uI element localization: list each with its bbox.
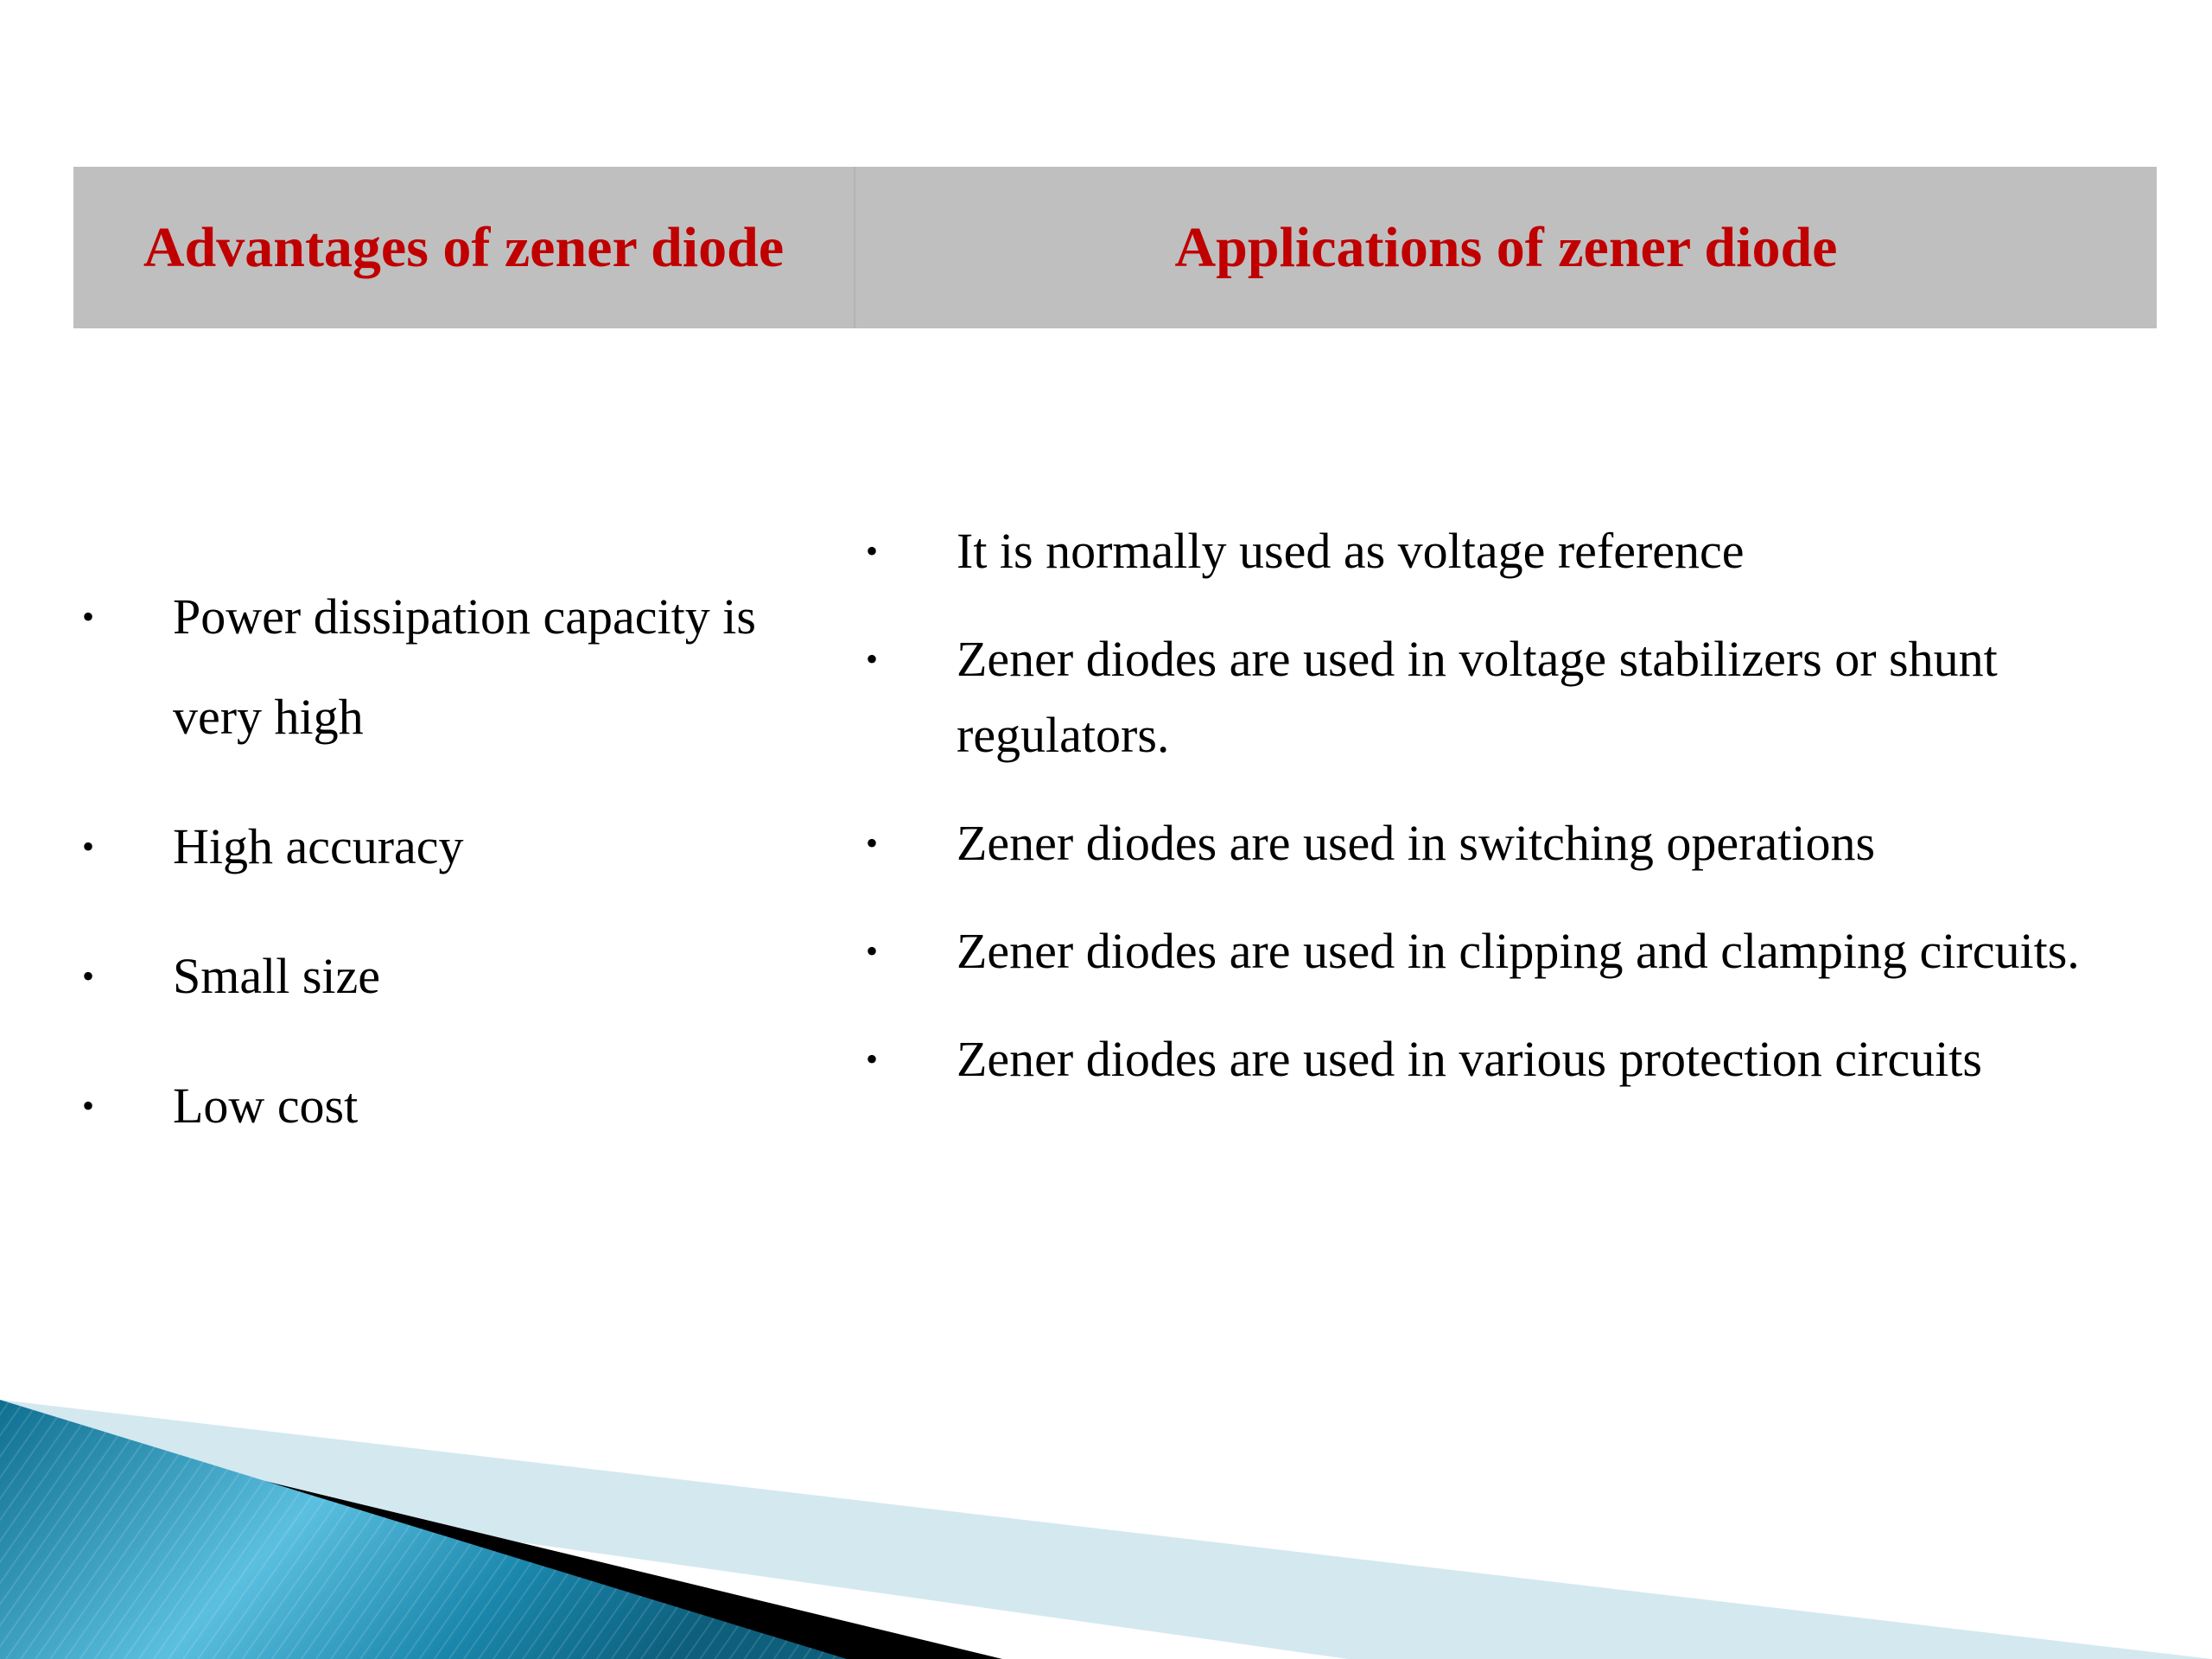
advantage-text: Power dissipation capacity is very high [173,588,756,745]
application-text: Zener diodes are used in clipping and clamping circuits. [957,923,2080,979]
application-text: It is normally used as voltage reference [957,523,1745,579]
bullet-icon: • [866,639,879,678]
advantage-text: Low cost [173,1077,359,1134]
bullet-icon: • [866,1039,879,1078]
bullet-icon: • [866,823,879,862]
application-text: Zener diodes are used in switching operations [957,815,1876,871]
bullet-icon: • [82,827,95,866]
bullet-icon: • [82,1086,95,1125]
header-advantages: Advantages of zener diode [73,167,855,328]
advantage-text: Small size [173,948,381,1004]
bullet-icon: • [82,957,95,995]
header-applications: Applications of zener diode [855,167,2157,328]
bullet-icon: • [82,597,95,636]
bullet-icon: • [866,531,879,570]
bullet-icon: • [866,931,879,970]
application-text: Zener diodes are used in voltage stabilizers or shunt regulators. [957,631,1998,763]
application-text: Zener diodes are used in various protection circuits [957,1031,1982,1087]
advantage-text: High accuracy [173,818,464,874]
